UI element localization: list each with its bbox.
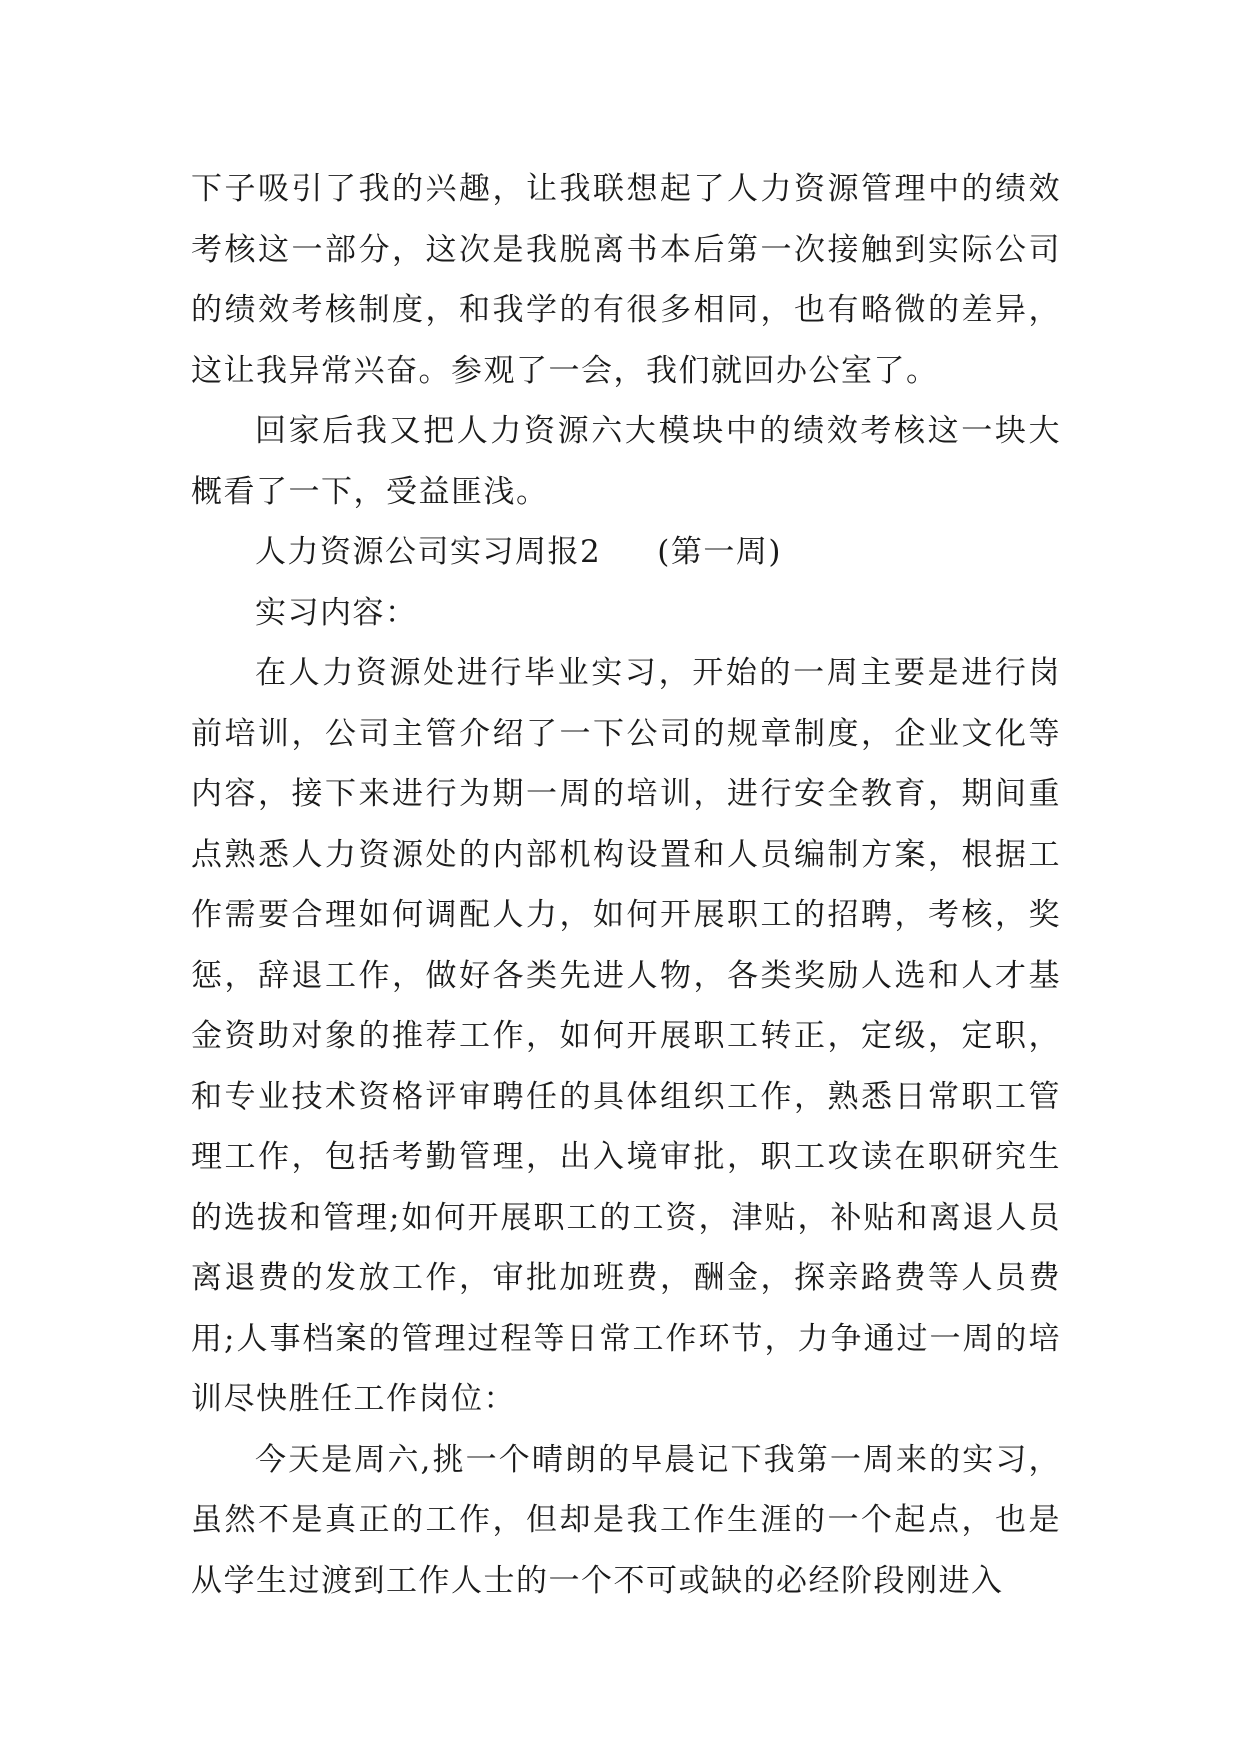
- paragraph-continuation: 下子吸引了我的兴趣，让我联想起了人力资源管理中的绩效考核这一部分，这次是我脱离书本后第一次接触到实际公司的绩效考核制度，和我学的有很多相同，也有略微的差异，这让我异常兴奋。参观了一会，我们就回办公室了。: [191, 171, 1061, 389]
- section-heading: [191, 522, 1061, 583]
- paragraph-review: 回家后我又把人力资源六大模块中的绩效考核这一块大概看了一下，受益匪浅。: [191, 413, 1061, 510]
- paragraph-saturday-note: 今天是周六,挑一个晴朗的早晨记下我第一周来的实习，虽然不是真正的工作，但却是我工作生涯的一个起点，也是从学生过渡到工作人士的一个不可或缺的必经阶段刚进入: [191, 1441, 1061, 1599]
- document-body: [191, 159, 1061, 1611]
- content-label: 实习内容：: [255, 594, 418, 631]
- section-title: 人力资源公司实习周报2: [255, 534, 602, 570]
- paragraph-internship-content: 在人力资源处进行毕业实习，开始的一周主要是进行岗前培训，公司主管介绍了一下公司的规章制度，企业文化等内容，接下来进行为期一周的培训，进行安全教育，期间重点熟悉人力资源处的内部机构设置和人员编制方案，根据工作需要合理如何调配人力，如何开展职工的招聘，考核，奖惩，辞退工作，做好各类先进人物，各类奖励人选和人才基金资助对象的推荐工作，如何开展职工转正，定级，定职，和专业技术资格评审聘任的具体组织工作，熟悉日常职工管理工作，包括考勤管理，出入境审批，职工攻读在职研究生的选拔和管理;如何开展职工的工资，津贴，补贴和离退人员离退费的发放工作，审批加班费，酬金，探亲路费等人员费用;人事档案的管理过程等日常工作环节，力争通过一周的培训尽快胜任工作岗位：: [191, 655, 1061, 1417]
- section-week-label: (第一周): [657, 534, 782, 570]
